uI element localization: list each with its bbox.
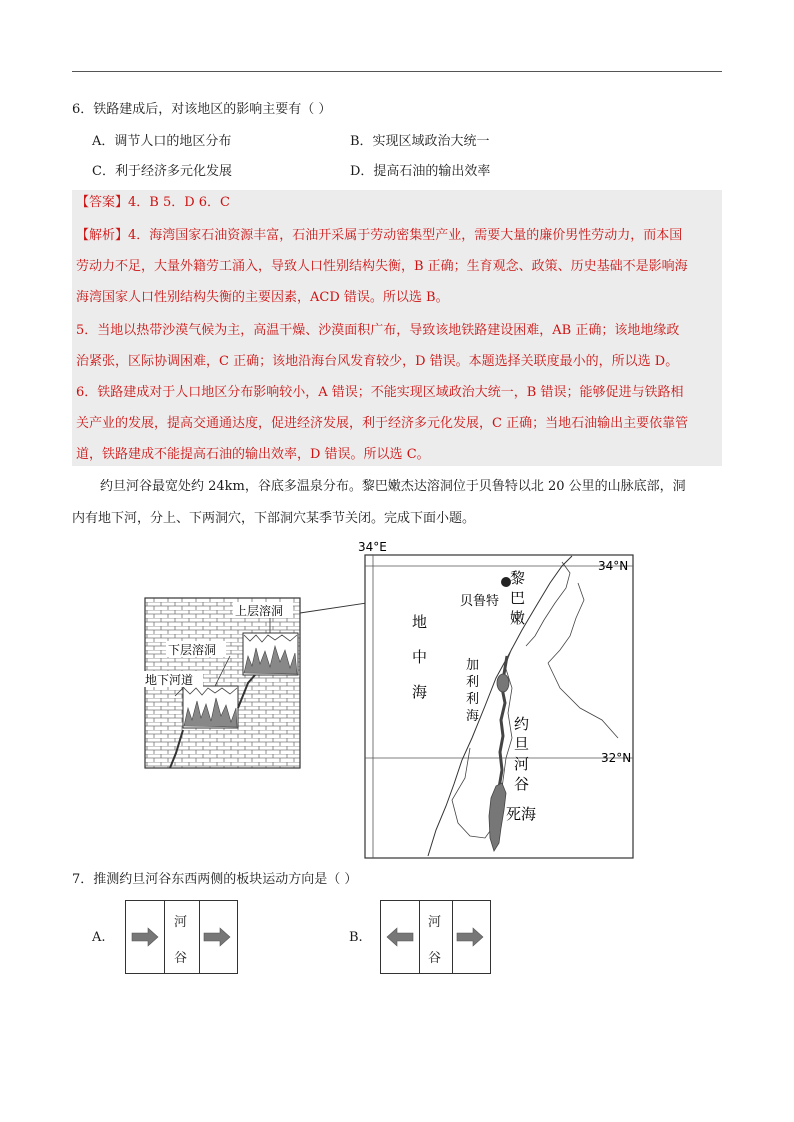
valley-label: 谷 — [428, 951, 442, 966]
lebanon-label: 巴 — [510, 589, 526, 607]
dead-sea-label: 死海 — [506, 805, 537, 823]
analysis-line: 劳动力不足，大量外籍劳工涌入，导致人口性别结构失衡，B 正确；生育观念、政策、历史基础不是影响海 — [76, 259, 688, 274]
lat-34-label: 34°N — [598, 559, 629, 573]
lon-34-label: 34°E — [358, 540, 387, 554]
left-arrow-icon — [385, 927, 415, 947]
lat-32-label: 32°N — [601, 751, 632, 765]
answer-line: 【答案】4．B 5．D 6．C — [76, 195, 231, 210]
q7-stem: 7．推测约旦河谷东西两侧的板块运动方向是（ ） — [72, 872, 358, 887]
lower-cave-label: 下层溶洞 — [168, 643, 217, 657]
galilee-label: 海 — [466, 709, 480, 724]
underground-river-label: 地下河道 — [145, 673, 194, 687]
valley-label: 河 — [428, 915, 442, 930]
q7-option-a-label: A. — [92, 930, 106, 945]
galilee-label: 加 — [466, 658, 480, 673]
jordan-valley-label: 旦 — [514, 735, 530, 753]
analysis-line: 治紧张，区际协调困难，C 正确；该地沿海台风发育较少，D 错误。本题选择关联度最小的，所以选 D。 — [76, 354, 679, 369]
analysis-line: 海湾国家人口性别结构失衡的主要因素，ACD 错误。所以选 B。 — [76, 290, 449, 305]
analysis-line: 【解析】4．海湾国家石油资源丰富，石油开采属于劳动密集型产业，需要大量的廉价男性劳动力，而本国 — [76, 228, 683, 243]
analysis-line: 6．铁路建成对于人口地区分布影响较小，A 错误；不能实现区域政治大统一，B 错误；能够促进与铁路相 — [76, 385, 684, 400]
analysis-line: 关产业的发展，提高交通通达度，促进经济发展，利于经济多元化发展，C 正确；当地石油输出主要依靠管 — [76, 416, 689, 431]
lebanon-label: 黎 — [510, 569, 526, 587]
lebanon-label: 嫩 — [510, 609, 526, 627]
q6-stem: 6．铁路建成后，对该地区的影响主要有（ ） — [72, 102, 332, 117]
intro-line: 约旦河谷最宽处约 24km，谷底多温泉分布。黎巴嫩杰达溶洞位于贝鲁特以北 20 公里的山脉底部，洞 — [100, 479, 686, 494]
header-rule — [72, 71, 722, 72]
galilee-label: 利 — [466, 692, 480, 707]
analysis-line: 5．当地以热带沙漠气候为主，高温干燥、沙漠面积广布，导致该地铁路建设困难，AB 正确；该地地缘政 — [76, 323, 680, 338]
q6-option-b: B．实现区域政治大统一 — [350, 134, 490, 149]
mediterranean-label: 地 — [412, 613, 428, 631]
analysis-line: 道，铁路建成不能提高石油的输出效率，D 错误。所以选 C。 — [76, 447, 430, 462]
right-arrow-icon — [130, 927, 160, 947]
right-arrow-icon — [455, 927, 485, 947]
jordan-valley-figure — [140, 538, 640, 868]
jordan-valley-label: 谷 — [514, 775, 530, 793]
q7-option-a-diagram — [125, 900, 238, 974]
jordan-valley-label: 约 — [514, 715, 530, 733]
galilee-label: 利 — [466, 675, 480, 690]
q7-option-b-label: B. — [349, 930, 363, 945]
mediterranean-label: 中 — [412, 648, 428, 666]
valley-label: 河 — [174, 915, 188, 930]
q7-option-b-diagram — [380, 900, 491, 974]
jordan-valley-label: 河 — [514, 755, 530, 773]
q6-option-c: C．利于经济多元化发展 — [92, 164, 232, 179]
valley-label: 谷 — [174, 951, 188, 966]
intro-line: 内有地下河，分上、下两洞穴，下部洞穴某季节关闭。完成下面小题。 — [72, 511, 476, 526]
beirut-label: 贝鲁特 — [460, 594, 500, 609]
upper-cave-label: 上层溶洞 — [235, 604, 284, 618]
right-arrow-icon — [202, 927, 232, 947]
q6-option-a: A．调节人口的地区分布 — [92, 134, 232, 149]
mediterranean-label: 海 — [412, 683, 428, 701]
q6-option-d: D．提高石油的输出效率 — [350, 164, 491, 179]
